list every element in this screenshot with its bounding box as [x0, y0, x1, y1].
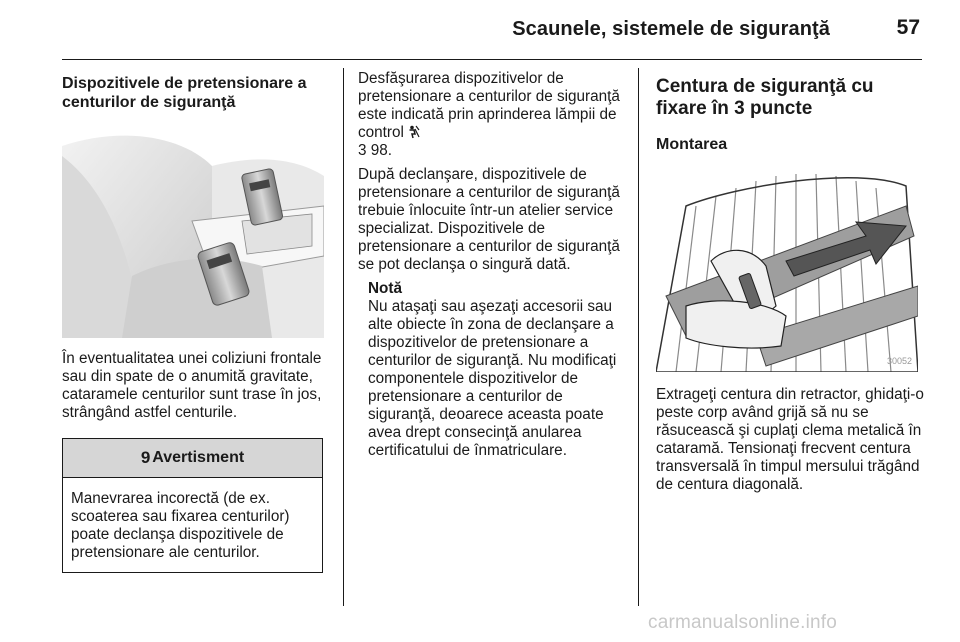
seatbelt-control-lamp-icon	[408, 125, 420, 139]
warning-header	[63, 439, 322, 478]
subheading-fastening: Montarea	[656, 136, 728, 153]
pretensioner-buckle-illustration	[62, 126, 324, 338]
warning-title: Avertisment	[152, 449, 245, 466]
section-heading-pretensioners: Dispozitivele de pretensionare a centurilor de siguranţă	[62, 75, 307, 111]
deployment-indicator-paragraph	[358, 70, 624, 160]
warning-box	[62, 438, 323, 573]
note-text: Nu ataşaţi sau aşezaţi accesorii sau alte obiecte în zona de declanşare a dispozitivelor de pretensionare a centurilor de siguranţă. Nu modificaţi componentele dispozitivelor de pretensionare a centurilor de siguranţă, deoarece aceasta poate avea drept consecinţă anularea certificatului de înmatriculare.	[368, 298, 617, 459]
warning-text: Manevrarea incorectă (de ex. scoaterea sau fixarea centurilor) poate declanşa dispozitivele de pretensionare ale centurilor.	[71, 490, 290, 561]
page-reference-arrow-icon: 3	[358, 142, 367, 159]
fastening-instructions: Extrageţi centura din retractor, ghidaţi-o peste corp având grijă să nu se răsucească şi cuplaţi clema metalică în cataramă. Tensionaţi frecvent centura transversală în timpul mersului trăgând de centura diagonală.	[656, 386, 924, 493]
section-heading-3-point-belt: Centura de siguranţă cu fixare în 3 puncte	[656, 76, 874, 119]
belt-fastening-illustration	[656, 166, 918, 372]
note-title: Notă	[368, 280, 402, 297]
column-2	[358, 70, 624, 460]
replacement-paragraph: După declanşare, dispozitivele de pretensionare a centurilor de siguranţă trebuie înlocuite într-un atelier service specializat. Dispozitivele de pretensionare a centurilor de siguranţă se pot declanşa o singură dată.	[358, 166, 620, 273]
header-rule	[62, 59, 922, 60]
column-divider-1	[343, 68, 344, 606]
page-number: 57	[896, 16, 920, 39]
pretensioner-description: În eventualitatea unei coliziuni frontale sau din spate de o anumită gravitate, cataramele centurilor sunt trase în jos, strângând astfel centurile.	[62, 350, 322, 421]
deployment-indicator-text: Desfăşurarea dispozitivelor de pretensionare a centurilor de siguranţă este indicată prin aprinderea lămpii de control	[358, 70, 620, 141]
figure-code: 30052	[886, 356, 912, 366]
note	[368, 280, 624, 460]
warning-triangle-icon: 9	[140, 448, 151, 467]
column-3	[656, 70, 926, 500]
page-reference: 98.	[370, 142, 393, 159]
page-header-title: Scaunele, sistemele de siguranţă	[512, 18, 830, 40]
column-divider-2	[638, 68, 639, 606]
footer-watermark: carmanualsonline.info	[648, 612, 838, 633]
column-1	[62, 70, 326, 573]
